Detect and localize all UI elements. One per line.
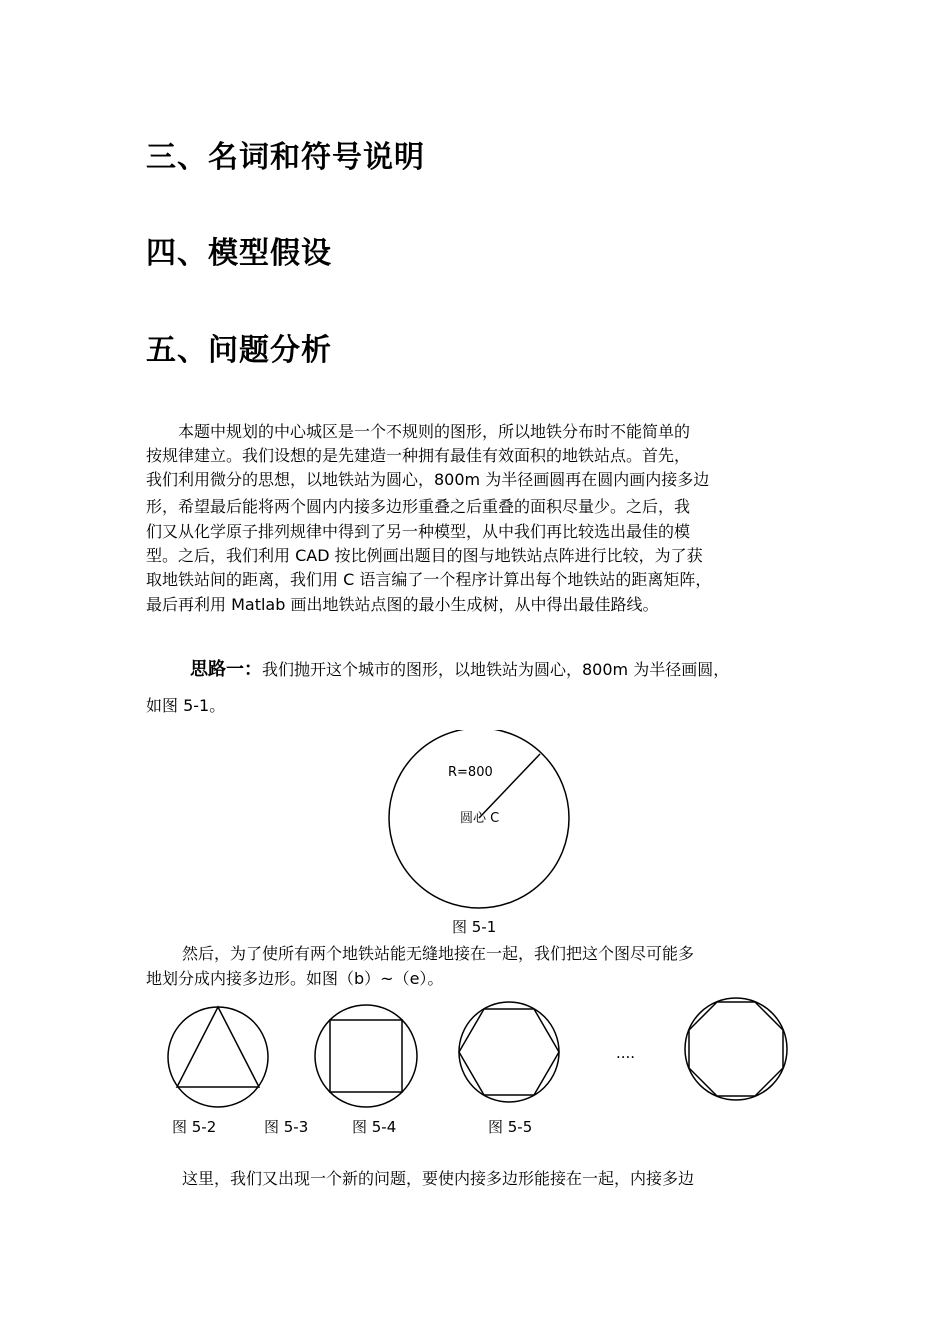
figure-caption-5-2: 图 5-2 — [172, 1118, 217, 1136]
paragraph-line: 们又从化学原子排列规律中得到了另一种模型，从中我们再比较选出最佳的模 — [146, 522, 691, 541]
paragraph-line: 这里，我们又出现一个新的问题，要使内接多边形能接在一起，内接多边 — [182, 1169, 695, 1188]
heading-model-assumptions: 四、模型假设 — [146, 236, 332, 271]
heading-terms-symbols: 三、名词和符号说明 — [146, 140, 425, 175]
paragraph-line: 地划分成内接多边形。如图（b）~（e）。 — [146, 969, 444, 988]
figure-caption-5-4: 图 5-4 — [352, 1118, 397, 1136]
ellipsis: .... — [616, 1044, 636, 1062]
heading-problem-analysis: 五、问题分析 — [146, 333, 332, 368]
paragraph-line: 形，希望最后能将两个圆内内接多边形重叠之后重叠的面积尽量少。之后，我 — [146, 497, 691, 516]
paragraph-line: 最后再利用 Matlab 画出地铁站点图的最小生成树，从中得出最佳路线。 — [146, 595, 659, 614]
idea1-text: 我们抛开这个城市的图形，以地铁站为圆心，800m 为半径画圆， — [262, 660, 730, 679]
paragraph-line: 然后，为了使所有两个地铁站能无缝地接在一起，我们把这个图尽可能多 — [182, 944, 695, 963]
idea1-label: 思路一： — [190, 659, 262, 680]
figure-inscribed-triangle — [166, 1005, 270, 1109]
figure-inscribed-square — [313, 1003, 419, 1109]
paragraph-line: 取地铁站间的距离，我们用 C 语言编了一个程序计算出每个地铁站的距离矩阵， — [146, 570, 712, 589]
radius-label: R=800 — [448, 765, 493, 780]
figure-caption-5-5: 图 5-5 — [488, 1118, 533, 1136]
figure-inscribed-octagon — [683, 996, 789, 1102]
paragraph-line: 按规律建立。我们设想的是先建造一种拥有最佳有效面积的地铁站点。首先， — [146, 446, 691, 465]
paragraph-line: 型。之后，我们利用 CAD 按比例画出题目的图与地铁站点阵进行比较，为了获 — [146, 546, 703, 565]
paragraph-line: 本题中规划的中心城区是一个不规则的图形，所以地铁分布时不能简单的 — [178, 422, 691, 441]
figure-caption-5-3: 图 5-3 — [264, 1118, 309, 1136]
figure-inscribed-hexagon — [456, 1000, 562, 1104]
center-label: 圆心 C — [460, 811, 500, 826]
idea1-line — [190, 655, 729, 681]
idea1-line2: 如图 5-1。 — [146, 696, 226, 715]
figure-caption-5-1: 图 5-1 — [452, 918, 497, 936]
paragraph-line: 我们利用微分的思想，以地铁站为圆心，800m 为半径画圆再在圆内画内接多边 — [146, 470, 710, 489]
